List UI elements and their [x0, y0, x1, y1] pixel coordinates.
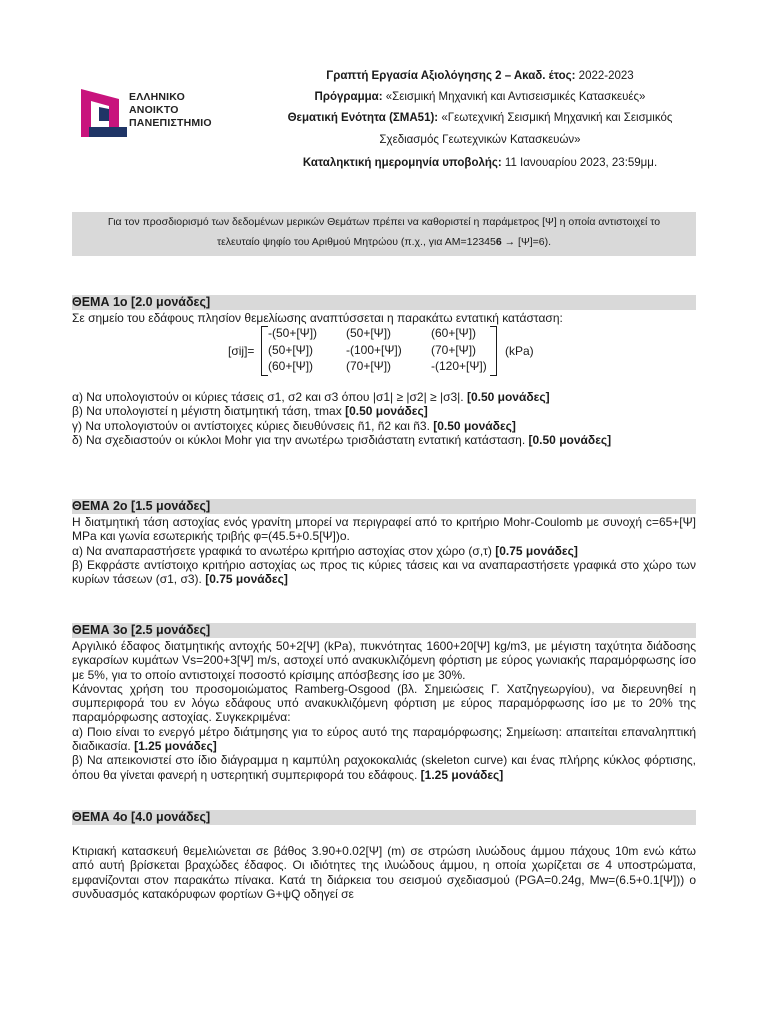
note-line-1: Για τον προσδιορισμό των δεδομένων μερικών Θεμάτων πρέπει να καθοριστεί η παράμετρος [Ψ] η οποία αντιστοιχεί το: [107, 216, 661, 228]
header-line-3: Θεματική Ενότητα (ΣΜΑ51): «Γεωτεχνική Σεισμική Μηχανική και Σεισμικός: [287, 112, 673, 124]
university-logo: [81, 87, 221, 137]
matrix-cell: -(120+[Ψ]): [431, 359, 487, 373]
psi-note-box: [72, 212, 696, 256]
logo-line-2: ΑΝΟΙΚΤΟ: [129, 104, 179, 116]
matrix-label: [σij]=: [228, 344, 255, 358]
matrix-right-bracket: [490, 326, 497, 376]
q3-title: ΘΕΜΑ 3ο [2.5 μονάδες]: [72, 623, 696, 638]
q2-body: Η διατμητική τάση αστοχίας ενός γρανίτη μπορεί να περιγραφεί από το κριτήριο Mohr-Coulomb με συνοχή c=65+[Ψ] MPa και γωνία εσωτερικής τριβής φ=(45.5+0.5[Ψ])ο.: [72, 515, 696, 544]
q1-part-c: γ) Να υπολογιστούν οι αντίστοιχες κύριες διευθύνσεις ñ1, ñ2 και ñ3. [0.50 μονάδες]: [72, 418, 516, 433]
q1-title: ΘΕΜΑ 1ο [2.0 μονάδες]: [72, 295, 696, 310]
header-line-5: Καταληκτική ημερομηνία υποβολής: 11 Ιανουαρίου 2023, 23:59μμ.: [302, 157, 658, 169]
q3-part-b: β) Να απεικονιστεί στο ίδιο διάγραμμα η καμπύλη ραχοκοκαλιάς (skeleton curve) και ένας πλήρης κύκλος φόρτισης, όπου θα γίνεται φανερή η υστερητική συμπεριφορά του εδάφους. [1.25 μονάδες]: [72, 753, 696, 782]
header-line-2: Πρόγραμμα: «Σεισμική Μηχανική και Αντισεισμικές Κατασκευές»: [314, 91, 646, 103]
matrix-left-bracket: [261, 326, 268, 376]
header-line-4: Σχεδιασμός Γεωτεχνικών Κατασκευών»: [379, 134, 581, 146]
q1-part-a: α) Να υπολογιστούν οι κύριες τάσεις σ1, σ2 και σ3 όπου |σ1| ≥ |σ2| ≥ |σ3|. [0.50 μονάδες]: [72, 390, 550, 404]
matrix-cell: -(100+[Ψ]): [346, 342, 402, 357]
question-1-parts: [72, 390, 696, 447]
matrix-cell: (70+[Ψ]): [346, 359, 392, 373]
q1-part-b: β) Να υπολογιστεί η μέγιστη διατμητική τάση, τmax [0.50 μονάδες]: [72, 404, 428, 419]
question-3: [72, 623, 696, 782]
matrix-cell: (60+[Ψ]): [431, 326, 477, 340]
matrix-cells: [268, 326, 511, 374]
q3-paragraph-1: Αργιλικό έδαφος διατμητικής αντοχής 50+2[Ψ] (kPa), πυκνότητας 1600+20[Ψ] kg/m3, με μέγιστη ταχύτητα διάδοσης εγκαρσίων κυμάτων Vs=200+3[Ψ] m/s, αστοχεί υπό ανακυκλιζόμενη φόρτιση με εύρος γωνιακής παραμόρφωσης ίσο με 5%, για το οποίο αντιστοιχεί ποσοστό κρίσιμης απόσβεσης ίσο με 30%.: [72, 639, 696, 682]
q4-title: ΘΕΜΑ 4ο [4.0 μονάδες]: [72, 810, 696, 825]
q3-part-a: α) Ποιο είναι το ενεργό μέτρο διάτμησης για το εύρος αυτό της παραμόρφωσης; Σημείωση: απαιτείται επαναληπτική διαδικασία. [1.25 μονάδες]: [72, 724, 696, 754]
q2-part-a: α) Να αναπαραστήσετε γραφικά το ανωτέρω κριτήριο αστοχίας στον χώρο (σ,τ) [0.75 μονάδες]: [72, 543, 578, 558]
q4-body: Κτιριακή κατασκευή θεμελιώνεται σε βάθος 3.90+0.02[Ψ] (m) σε στρώση ιλυώδους άμμου πάχους 10m ενώ κάτω από αυτή βρίσκεται βραχώδες έδαφος. Οι ιδιότητες της ιλυώδους άμμου, η οποία χωρίζεται σε 4 υποστρώματα, εμφανίζονται στον παρακάτω πίνακα. Κατά τη διάρκεια του σεισμού σχεδιασμού (PGA=0.24g, Mw=(6.5+0.1[Ψ])) ο συνδυασμός κατακόρυφων φορτίων G+ψQ οδηγεί σε: [72, 844, 696, 901]
question-4: [72, 810, 696, 901]
matrix-cell: -(50+[Ψ]): [268, 326, 318, 340]
q2-part-b: β) Εκφράστε αντίστοιχο κριτήριο αστοχίας ως προς τις κύριες τάσεις και να αναπαραστήσετε γραφικά στο χώρο των κυρίων τάσεων (σ1, σ3). [0.75 μονάδες]: [72, 557, 696, 587]
header-line-1: Γραπτή Εργασία Αξιολόγησης 2 – Ακαδ. έτος: 2022-2023: [326, 70, 634, 82]
matrix-cell: (60+[Ψ]): [268, 359, 314, 373]
note-line-2: τελευταίο ψηφίο του Αριθμού Μητρώου (π.χ., για ΑΜ=123456 → [Ψ]=6).: [216, 236, 552, 248]
logo-text: [129, 91, 212, 130]
question-1: [72, 295, 696, 325]
eap-logo-icon: [81, 87, 127, 137]
matrix-cell: (50+[Ψ]): [268, 342, 314, 357]
q2-title: ΘΕΜΑ 2ο [1.5 μονάδες]: [72, 499, 696, 514]
matrix-cell: (50+[Ψ]): [346, 326, 392, 340]
matrix-cell: (70+[Ψ]): [431, 342, 477, 357]
matrix-unit: (kPa): [505, 344, 534, 358]
q3-paragraph-2: Κάνοντας χρήση του προσομοιώματος Ramberg-Osgood (βλ. Σημειώσεις Γ. Χατζηγεωργίου), να διερευνηθεί η συμπεριφορά του εν λόγω εδάφους υπό ανακυκλιζόμενη φόρτιση με εύρος παραμόρφωσης ίσο με το 20% της παραμόρφωσης αστοχίας. Συγκεκριμένα:: [72, 681, 696, 725]
q1-part-d: δ) Να σχεδιαστούν οι κύκλοι Mohr για την ανωτέρω τρισδιάστατη εντατική κατάσταση. [0.50 μονάδες]: [72, 432, 612, 447]
logo-line-1: ΕΛΛΗΝΙΚΟ: [129, 91, 185, 103]
question-2: [72, 499, 696, 586]
logo-line-3: ΠΑΝΕΠΙΣΤΗΜΙΟ: [129, 117, 212, 129]
q1-intro: Σε σημείο του εδάφους πλησίον θεμελίωσης αναπτύσσεται η παρακάτω εντατική κατάσταση:: [72, 311, 563, 325]
